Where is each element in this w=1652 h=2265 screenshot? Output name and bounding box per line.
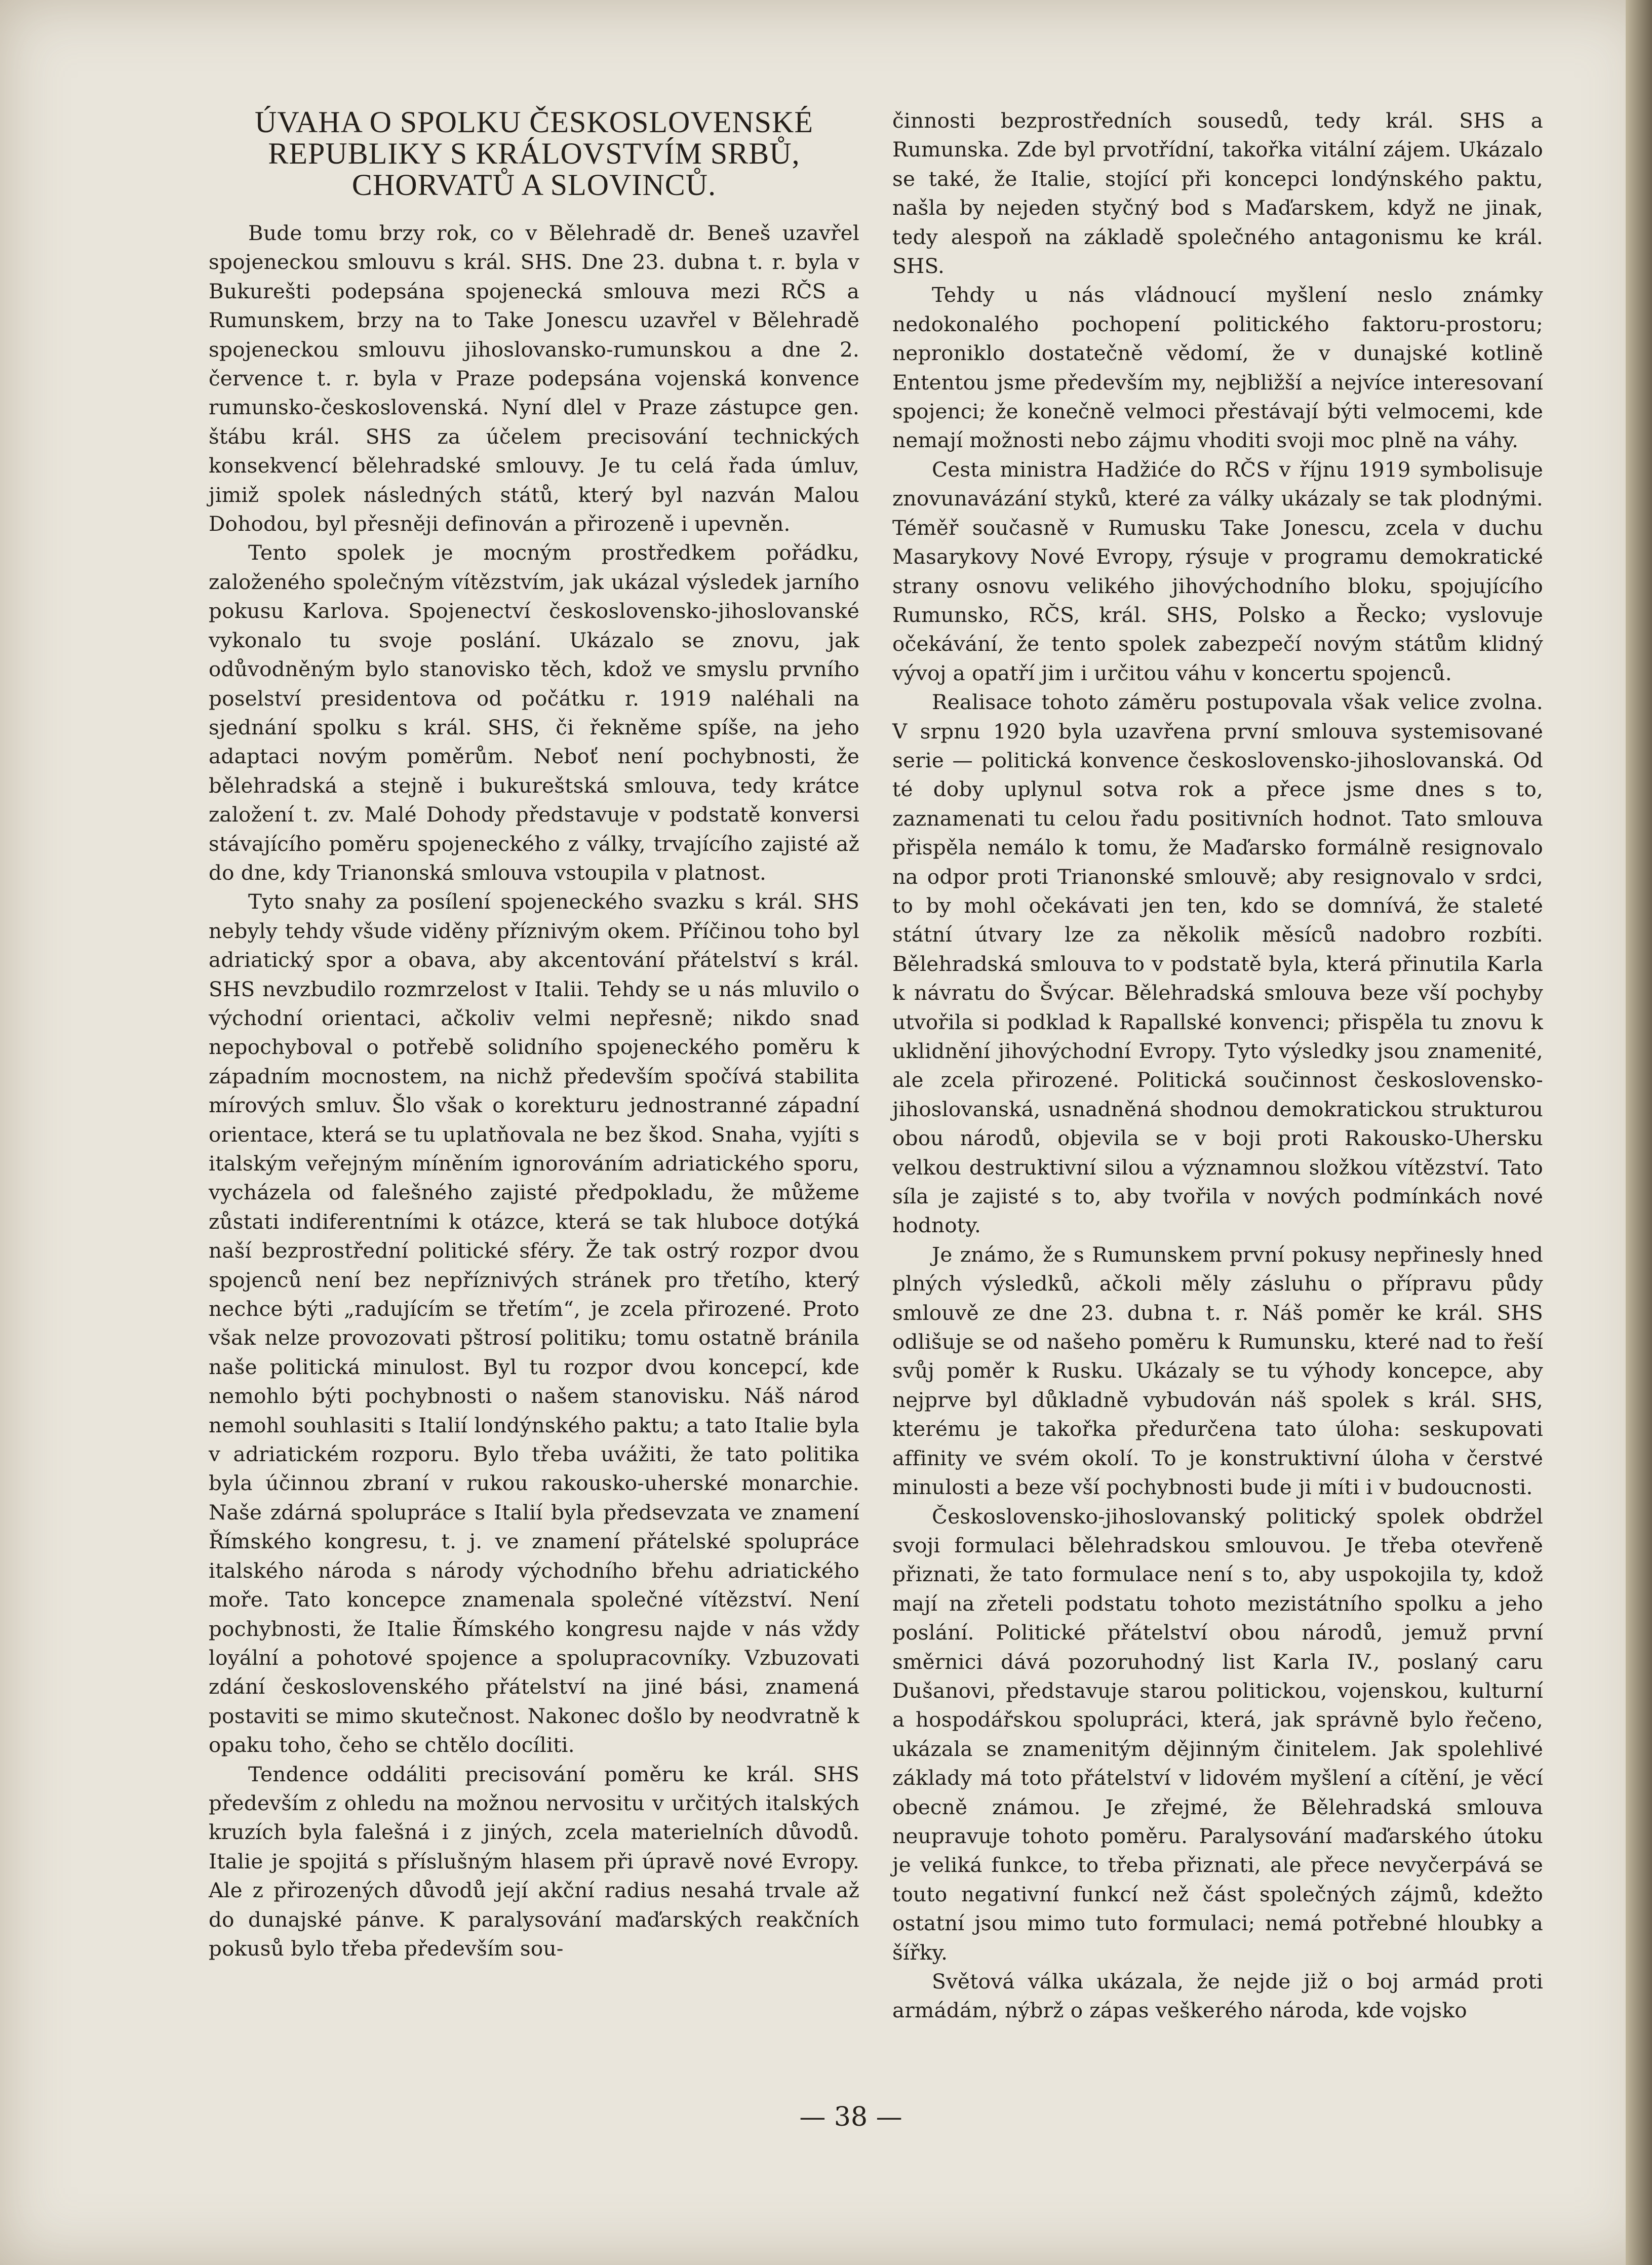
paragraph: Světová válka ukázala, že nejde již o boj armád proti armádám, nýbrž o zápas veškerého národa, kde vojsko — [892, 1969, 1543, 2023]
paragraph: Bude tomu brzy rok, co v Bělehradě dr. Beneš uzavřel spojeneckou smlouvu s král. SHS. Dne 23. dubna t. r. byla v Bukurešti podepsána spojenecká smlouva mezi RČS a Rumunskem, brzy na to Take Jonescu uzavřel v Bělehradě spojeneckou smlouvu jihoslovansko-rumunskou a dne 2. července t. r. byla v Praze podepsána vojenská konvence rumunsko-československá. Nyní dlel v Praze zástupce gen. štábu král. SHS za účelem precisování technických konsekvencí bělehradské smlouvy. Je tu celá řada úmluv, jimiž spolek následných států, který byl nazván Malou Dohodou, byl přesněji definován a přirozeně i upevněn. — [209, 221, 859, 536]
paragraph: Tyto snahy za posílení spojeneckého svazku s král. SHS nebyly tehdy všude viděny příznivým okem. Příčinou toho byl adriatický spor a obava, aby akcentování přátelství s král. SHS nevzbudilo rozmrzelost v Italii. Tehdy se u nás mluvilo o východní orientaci, ačkoliv velmi nepřesně; nikdo snad nepochyboval o potřebě solidního spojeneckého poměru k západním mocnostem, na nichž především spočívá stabilita mírových smluv. Šlo však o korekturu jednostranné západní orientace, která se tu uplatňovala ne bez škod. Snaha, vyjíti s italským veřejným míněním ignorováním adriatického sporu, vycházela od falešného zajisté předpokladu, že můžeme zůstati indiferentními k otázce, která se tak hluboce dotýká naší bezprostřední politické sféry. Že tak ostrý rozpor dvou spojenců není bez nepříznivých stránek pro třetího, který nechce býti „radujícím se třetím“, je zcela přirozené. Proto však nelze provozovati pštrosí politiku; tomu ostatně bránila naše politická minulost. Byl tu rozpor dvou koncepcí, kde nemohlo býti pochybnosti o našem stanovisku. Náš národ nemohl souhlasiti s Italií londýnského paktu; a tato Italie byla v adriatickém rozporu. Bylo třeba uvážiti, že tato politika byla účinnou zbraní v rukou rakousko-uherské monarchie. Naše zdárná spolupráce s Italií byla předsevzata ve znamení Římského kongresu, t. j. ve znamení přátelské spolupráce italského národa s národy východního břehu adriatického moře. Tato koncepce znamenala společné vítězství. Není pochybnosti, že Italie Římského kongresu najde v nás vždy loyální a pohotové spojence a spolupracovníky. Vzbuzovati zdání československého přátelství na jiné bási, znamená postaviti se mimo skutečnost. Nakonec došlo by neodvratně k opaku toho, čeho se chtělo docíliti. — [209, 889, 859, 1758]
page-binding-edge — [1626, 0, 1652, 2265]
paragraph: Je známo, že s Rumunskem první pokusy nepřinesly hned plných výsledků, ačkoli měly zásluhu o přípravu půdy smlouvě ze dne 23. dubna t. r. Náš poměr ke král. SHS odlišuje se od našeho poměru k Rumunsku, které nad to řeší svůj poměr k Rusku. Ukázaly se tu výhody koncepce, aby nejprve byl důkladně vybudován náš spolek s král. SHS, kterému je takořka předurčena tato úloha: seskupovati affinity ve svém okolí. To je konstruktivní úloha v čerstvé minulosti a beze vší pochybnosti bude ji míti i v budoucnosti. — [892, 1242, 1543, 1500]
paragraph: Tendence oddáliti precisování poměru ke král. SHS především z ohledu na možnou nervositu v určitých italských kruzích byla falešná i z jiných, zcela materielních důvodů. Italie je spojitá s příslušným hlasem při úpravě nové Evropy. Ale z přirozených důvodů její akční radius nesahá trvale až do dunajské pánve. K paralysování maďarských reakčních pokusů bylo třeba především sou- — [209, 1762, 859, 1961]
paragraph: Realisace tohoto záměru postupovala však velice zvolna. V srpnu 1920 byla uzavřena první smlouva systemisované serie — politická konvence československo-jihoslovanská. Od té doby uplynul sotva rok a přece jsme dnes s to, zaznamenati tu celou řadu positivních hodnot. Tato smlouva přispěla nemálo k tomu, že Maďarsko formálně resignovalo na odpor proti Trianonské smlouvě; aby resignovalo v srdci, to by mohl očekávati jen ten, kdo se domnívá, že staleté státní útvary lze za několik měsíců nadobro rozbíti. Bělehradská smlouva to v podstatě byla, která přinutila Karla k návratu do Švýcar. Bělehradská smlouva beze vší pochyby utvořila si podklad k Rapallské konvenci; přispěla tu znovu k uklidnění jihovýchodní Evropy. Tyto výsledky jsou znamenité, ale zcela přirozené. Politická součinnost československo-jihoslovanská, usnadněná shodnou demokratickou strukturou obou národů, objevila se v boji proti Rakousko-Uhersku velkou destruktivní silou a významnou složkou vítězství. Tato síla je zajisté s to, aby tvořila v nových podmínkách nové hodnoty. — [892, 690, 1543, 1238]
paragraph: Tento spolek je mocným prostředkem pořádku, založeného společným vítězstvím, jak ukázal výsledek jarního pokusu Karlova. Spojenectví československo-jihoslovanské vykonalo tu svoje poslání. Ukázalo se znovu, jak odůvodněným bylo stanovisko těch, kdož ve smyslu prvního poselství presidentova od počátku r. 1919 naléhali na sjednání spolku s král. SHS, či řekněme spíše, na jeho adaptaci novým poměrům. Neboť není pochybnosti, že bělehradská a stejně i bukureštská smlouva, tedy krátce založení t. zv. Malé Dohody představuje v podstatě konversi stávajícího poměru spojeneckého z války, trvajícího zajisté až do dne, kdy Trianonská smlouva vstoupila v platnost. — [209, 540, 859, 885]
page-number: — 38 — — [799, 2102, 902, 2132]
article-title: ÚVAHA O SPOLKU ČESKOSLOVENSKÉ REPUBLIKY S KRÁLOVSTVÍM SRBŮ, CHORVATŮ A SLOVINCŮ. — [254, 105, 814, 202]
paragraph: Československo-jihoslovanský politický spolek obdržel svoji formulaci bělehradskou smlouvou. Je třeba otevřeně přiznati, že tato formulace není s to, aby uspokojila ty, kdož mají na zřeteli podstatu tohoto mezistátního spolku a jeho poslání. Politické přátelství obou národů, jemuž první směrnici dává pozoruhodný list Karla IV., poslaný caru Dušanovi, představuje starou politickou, vojenskou, kulturní a hospodářskou spolupráci, která, jak správně bylo řečeno, ukázala se znamenitým dějinným činitelem. Jak spolehlivé základy má toto přátelství v lidovém myšlení a cítění, je věcí obecně známou. Je zřejmé, že Bělehradská smlouva neupravuje tohoto poměru. Paralysování maďarského útoku je veliká funkce, to třeba přiznati, ale přece nevyčerpává se touto negativní funkcí než část společných zájmů, kdežto ostatní jsou mimo tuto formulaci; nemá potřebné hloubky a šířky. — [892, 1504, 1543, 1965]
paragraph: Cesta ministra Hadžiće do RČS v říjnu 1919 symbolisuje znovunavázání styků, které za války ukázaly se tak plodnými. Téměř současně v Rumusku Take Jonescu, zcela v duchu Masarykovy Nové Evropy, rýsuje v programu demokratické strany osnovu velikého jihovýchodního bloku, spojujícího Rumunsko, RČS, král. SHS, Polsko a Řecko; vyslovuje očekávání, že tento spolek zabezpečí novým státům klidný vývoj a opatří jim i určitou váhu v koncertu spojenců. — [892, 457, 1543, 685]
paragraph-continued: činnosti bezprostředních sousedů, tedy král. SHS a Rumunska. Zde byl prvotřídní, takořka vitální zájem. Ukázalo se také, že Italie, stojící při koncepci londýnského paktu, našla by nejeden styčný bod s Maďarskem, když ne jinak, tedy alespoň na základě společného antagonismu ke král. SHS. — [892, 108, 1543, 279]
left-column — [209, 106, 859, 1963]
right-column — [892, 106, 1543, 2025]
paragraph: Tehdy u nás vládnoucí myšlení neslo známky nedokonalého pochopení politického faktoru-prostoru; neproniklo dostatečně vědomí, že v dunajské kotlině Ententou jsme především my, nejbližší a nejvíce interesovaní spojenci; že konečně velmoci přestávají býti velmocemi, kde nemají možnosti nebo zájmu vhoditi svoji moc plně na váhy. — [892, 283, 1543, 453]
